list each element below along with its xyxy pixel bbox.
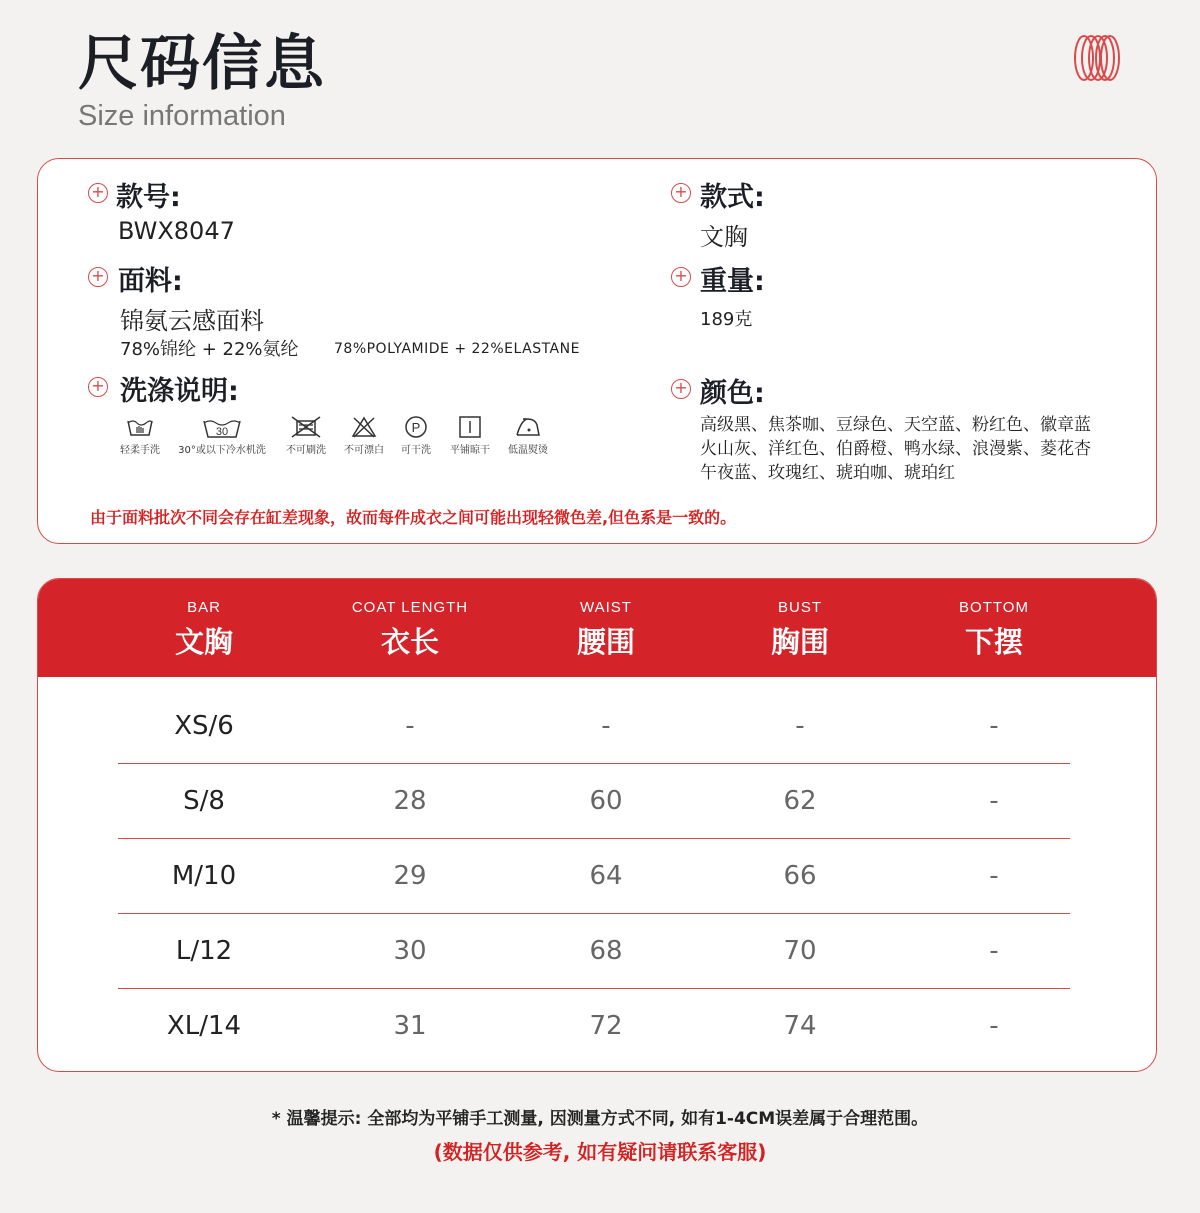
machine-wash-30-icon	[200, 415, 244, 439]
fabric-composition-en: 78%POLYAMIDE + 22%ELASTANE	[334, 341, 580, 357]
care-item: P 可干洗	[384, 415, 448, 456]
color-line: 午夜蓝、玫瑰红、琥珀咖、琥珀红	[700, 463, 955, 483]
style-no-value: BWX8047	[118, 217, 235, 245]
type-value: 文胸	[700, 223, 748, 251]
size-table-header	[38, 579, 1156, 677]
plus-circle-icon: +	[671, 183, 691, 203]
care-item: 不可漂白	[332, 415, 396, 456]
hand-wash-icon	[125, 415, 155, 439]
col-header-bottom: BOTTOM 下摆	[959, 599, 1029, 659]
col-header-bust: BUST 胸围	[770, 599, 829, 659]
fabric-name: 锦氨云感面料	[120, 307, 264, 335]
col-header-coat-length: COAT LENGTH 衣长	[351, 599, 469, 659]
table-row: M/10 29 64 66 -	[118, 839, 1070, 914]
plus-circle-icon: +	[671, 267, 691, 287]
plus-circle-icon: +	[88, 183, 108, 203]
style-no-label: 款号:	[116, 182, 181, 213]
plus-circle-icon: +	[88, 267, 108, 287]
care-item: 平铺晾干	[438, 415, 502, 456]
measurement-tip: * 温馨提示: 全部均为平铺手工测量, 因测量方式不同, 如有1-4CM误差属于合理范围。	[271, 1109, 929, 1129]
page-title: 尺码信息	[78, 29, 326, 99]
dry-clean-p-icon	[403, 415, 429, 439]
color-line: 火山灰、洋红色、伯爵橙、鸭水绿、浪漫紫、菱花杏	[700, 439, 1091, 459]
plus-circle-icon: +	[671, 379, 691, 399]
table-row: S/8 28 60 62 -	[118, 764, 1070, 839]
color-line: 高级黑、焦茶咖、豆绿色、天空蓝、粉红色、徽章蓝	[700, 415, 1091, 435]
color-variance-note: 由于面料批次不同会存在缸差现象，故而每件成衣之间可能出现轻微色差,但色系是一致的。	[90, 508, 737, 527]
wash-label: 洗涤说明:	[120, 376, 239, 407]
type-label: 款式:	[700, 182, 765, 213]
disclaimer: (数据仅供参考, 如有疑问请联系客服)	[433, 1140, 767, 1164]
weight-label: 重量:	[700, 266, 765, 297]
weight-value: 189克	[700, 309, 753, 330]
product-info-card	[37, 158, 1157, 544]
plus-circle-icon: +	[88, 377, 108, 397]
col-header-waist: WAIST 腰围	[576, 599, 635, 659]
size-table	[37, 578, 1157, 1072]
flat-dry-icon	[457, 415, 483, 439]
svg-text:P: P	[411, 420, 421, 435]
rings-logo-icon	[1070, 32, 1122, 84]
fabric-label: 面料:	[118, 266, 183, 297]
no-brush-icon	[289, 415, 323, 439]
low-iron-icon	[513, 415, 543, 439]
care-item: 轻柔手洗	[108, 415, 172, 456]
fabric-composition-cn: 78%锦纶 + 22%氨纶	[120, 339, 299, 360]
page-subtitle: Size information	[78, 100, 286, 132]
care-item: 30 30°或以下冷水机洗	[170, 415, 274, 456]
color-list	[700, 413, 1140, 485]
col-header-bar: BAR 文胸	[174, 599, 233, 659]
table-row: XL/14 31 72 74 -	[166, 1011, 999, 1041]
svg-text:30: 30	[215, 426, 229, 438]
no-bleach-icon	[350, 415, 378, 439]
table-row: L/12 30 68 70 -	[118, 914, 1070, 989]
care-item: 不可刷洗	[274, 415, 338, 456]
color-label: 颜色:	[700, 378, 765, 409]
care-item: 低温熨烫	[496, 415, 560, 456]
table-row: XS/6 - - - -	[118, 689, 1070, 764]
